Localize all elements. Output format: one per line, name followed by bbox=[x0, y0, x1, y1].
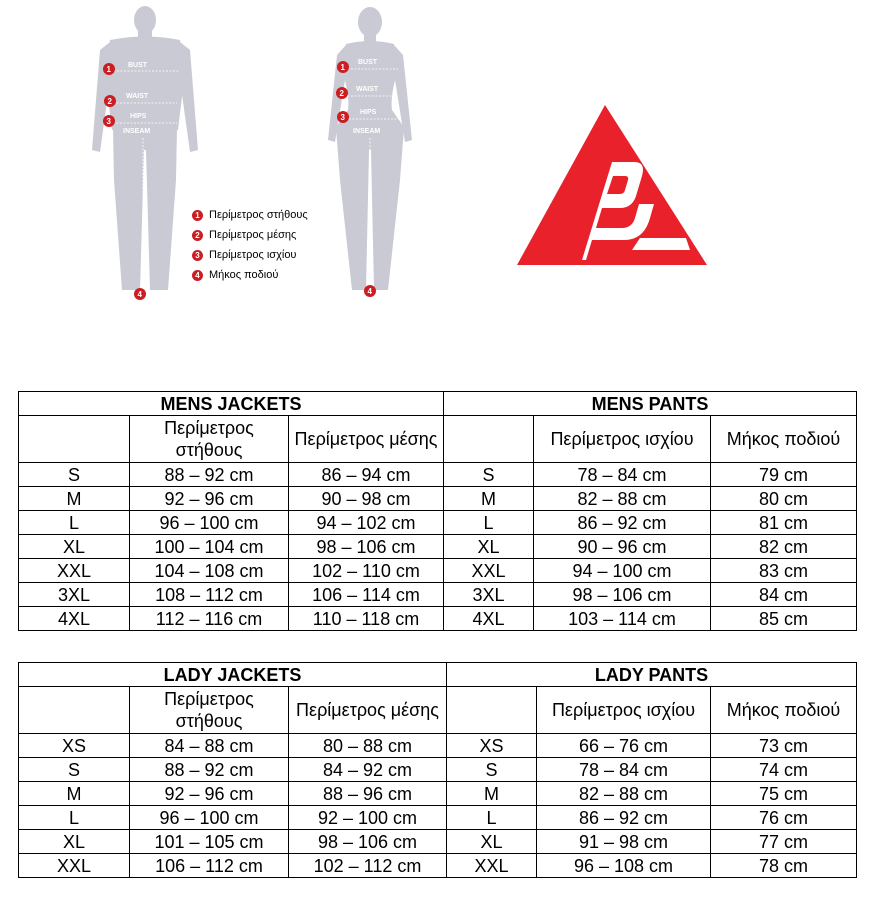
hips-cell: 98 – 106 cm bbox=[534, 583, 711, 607]
size-cell: XXL bbox=[19, 854, 130, 878]
pants-size-cell: L bbox=[447, 806, 537, 830]
size-cell: S bbox=[19, 758, 130, 782]
legend-item bbox=[192, 245, 308, 265]
measurement-legend bbox=[192, 205, 308, 285]
table-row bbox=[19, 734, 857, 758]
pants-size-cell: S bbox=[447, 758, 537, 782]
legend-item bbox=[192, 225, 308, 245]
table-row bbox=[19, 535, 857, 559]
lady-pants-title: LADY PANTS bbox=[447, 663, 857, 687]
empty-header-cell bbox=[19, 416, 130, 463]
hips-cell: 94 – 100 cm bbox=[534, 559, 711, 583]
legend-item bbox=[192, 205, 308, 225]
legend-label: Περίμετρος στήθους bbox=[209, 209, 308, 221]
chest-cell: 108 – 112 cm bbox=[130, 583, 289, 607]
hips-cell: 82 – 88 cm bbox=[534, 487, 711, 511]
leg-cell: 79 cm bbox=[711, 463, 857, 487]
mens-pants-leg-header: Μήκος ποδιού bbox=[711, 416, 857, 463]
legend-number-1: 1 bbox=[192, 210, 203, 221]
hips-cell: 86 – 92 cm bbox=[537, 806, 711, 830]
svg-text:4: 4 bbox=[367, 287, 372, 296]
svg-text:2: 2 bbox=[339, 89, 344, 98]
chest-cell: 100 – 104 cm bbox=[130, 535, 289, 559]
hips-cell: 82 – 88 cm bbox=[537, 782, 711, 806]
hips-cell: 103 – 114 cm bbox=[534, 607, 711, 631]
size-cell: S bbox=[19, 463, 130, 487]
legend-label: Μήκος ποδιού bbox=[209, 269, 279, 281]
chest-cell: 88 – 92 cm bbox=[130, 758, 289, 782]
leg-cell: 82 cm bbox=[711, 535, 857, 559]
hips-cell: 90 – 96 cm bbox=[534, 535, 711, 559]
chest-cell: 92 – 96 cm bbox=[130, 487, 289, 511]
legend-item bbox=[192, 265, 308, 285]
size-cell: XL bbox=[19, 535, 130, 559]
pants-size-cell: XS bbox=[447, 734, 537, 758]
leg-cell: 85 cm bbox=[711, 607, 857, 631]
legend-number-2: 2 bbox=[192, 230, 203, 241]
table-row bbox=[19, 559, 857, 583]
leg-cell: 75 cm bbox=[711, 782, 857, 806]
lady-pants-hips-header: Περίμετρος ισχίου bbox=[537, 687, 711, 734]
waist-cell: 94 – 102 cm bbox=[289, 511, 444, 535]
mens-pants-hips-header: Περίμετρος ισχίου bbox=[534, 416, 711, 463]
lady-jackets-title: LADY JACKETS bbox=[19, 663, 447, 687]
leg-cell: 81 cm bbox=[711, 511, 857, 535]
legend-number-3: 3 bbox=[192, 250, 203, 261]
male-body-figure bbox=[80, 0, 210, 305]
chest-cell: 92 – 96 cm bbox=[130, 782, 289, 806]
chest-cell: 101 – 105 cm bbox=[130, 830, 289, 854]
hips-cell: 66 – 76 cm bbox=[537, 734, 711, 758]
table-row bbox=[19, 806, 857, 830]
legend-label: Περίμετρος ισχίου bbox=[209, 249, 297, 261]
mens-jacket-waist-header: Περίμετρος μέσης bbox=[289, 416, 444, 463]
waist-cell: 80 – 88 cm bbox=[289, 734, 447, 758]
size-cell: M bbox=[19, 487, 130, 511]
waist-cell: 90 – 98 cm bbox=[289, 487, 444, 511]
chest-cell: 106 – 112 cm bbox=[130, 854, 289, 878]
female-body-figure bbox=[310, 0, 440, 305]
ps-triangle-logo bbox=[512, 100, 712, 270]
lady-pants-leg-header: Μήκος ποδιού bbox=[711, 687, 857, 734]
male-inseam-label: INSEAM bbox=[123, 128, 151, 135]
leg-cell: 76 cm bbox=[711, 806, 857, 830]
legend-label: Περίμετρος μέσης bbox=[209, 229, 297, 241]
table-row bbox=[19, 511, 857, 535]
table-row bbox=[19, 830, 857, 854]
mens-pants-title: MENS PANTS bbox=[444, 392, 857, 416]
waist-cell: 92 – 100 cm bbox=[289, 806, 447, 830]
table-row bbox=[19, 758, 857, 782]
pants-size-cell: 3XL bbox=[444, 583, 534, 607]
table-row bbox=[19, 607, 857, 631]
size-cell: L bbox=[19, 511, 130, 535]
svg-text:2: 2 bbox=[107, 97, 112, 106]
waist-cell: 98 – 106 cm bbox=[289, 535, 444, 559]
pants-size-cell: L bbox=[444, 511, 534, 535]
mens-jacket-chest-header: Περίμετρος στήθους bbox=[130, 416, 289, 463]
female-waist-label: WAIST bbox=[356, 86, 379, 93]
male-hips-label: HIPS bbox=[130, 113, 147, 120]
waist-cell: 88 – 96 cm bbox=[289, 782, 447, 806]
chest-cell: 84 – 88 cm bbox=[130, 734, 289, 758]
male-bust-label: BUST bbox=[128, 62, 148, 69]
hips-cell: 86 – 92 cm bbox=[534, 511, 711, 535]
mens-size-table bbox=[18, 391, 857, 631]
chest-cell: 88 – 92 cm bbox=[130, 463, 289, 487]
waist-cell: 110 – 118 cm bbox=[289, 607, 444, 631]
chest-cell: 104 – 108 cm bbox=[130, 559, 289, 583]
table-row bbox=[19, 487, 857, 511]
pants-size-cell: M bbox=[444, 487, 534, 511]
mens-jackets-title: MENS JACKETS bbox=[19, 392, 444, 416]
leg-cell: 80 cm bbox=[711, 487, 857, 511]
pants-size-cell: XL bbox=[447, 830, 537, 854]
pants-size-cell: XXL bbox=[444, 559, 534, 583]
waist-cell: 98 – 106 cm bbox=[289, 830, 447, 854]
size-cell: M bbox=[19, 782, 130, 806]
empty-header-cell bbox=[19, 687, 130, 734]
hips-cell: 96 – 108 cm bbox=[537, 854, 711, 878]
empty-header-cell bbox=[444, 416, 534, 463]
pants-size-cell: XXL bbox=[447, 854, 537, 878]
empty-header-cell bbox=[447, 687, 537, 734]
male-waist-label: WAIST bbox=[126, 93, 149, 100]
leg-cell: 83 cm bbox=[711, 559, 857, 583]
female-inseam-label: INSEAM bbox=[353, 128, 381, 135]
waist-cell: 106 – 114 cm bbox=[289, 583, 444, 607]
leg-cell: 73 cm bbox=[711, 734, 857, 758]
table-row bbox=[19, 854, 857, 878]
table-row bbox=[19, 782, 857, 806]
table-row bbox=[19, 463, 857, 487]
svg-text:3: 3 bbox=[340, 113, 345, 122]
size-cell: XS bbox=[19, 734, 130, 758]
lady-jacket-chest-header: Περίμετρος στήθους bbox=[130, 687, 289, 734]
waist-cell: 84 – 92 cm bbox=[289, 758, 447, 782]
svg-text:1: 1 bbox=[106, 65, 111, 74]
size-cell: 3XL bbox=[19, 583, 130, 607]
size-cell: 4XL bbox=[19, 607, 130, 631]
leg-cell: 84 cm bbox=[711, 583, 857, 607]
pants-size-cell: 4XL bbox=[444, 607, 534, 631]
waist-cell: 102 – 110 cm bbox=[289, 559, 444, 583]
size-cell: XXL bbox=[19, 559, 130, 583]
leg-cell: 78 cm bbox=[711, 854, 857, 878]
lady-jacket-waist-header: Περίμετρος μέσης bbox=[289, 687, 447, 734]
hips-cell: 78 – 84 cm bbox=[537, 758, 711, 782]
pants-size-cell: M bbox=[447, 782, 537, 806]
pants-size-cell: XL bbox=[444, 535, 534, 559]
waist-cell: 102 – 112 cm bbox=[289, 854, 447, 878]
svg-text:1: 1 bbox=[340, 63, 345, 72]
waist-cell: 86 – 94 cm bbox=[289, 463, 444, 487]
leg-cell: 74 cm bbox=[711, 758, 857, 782]
chest-cell: 96 – 100 cm bbox=[130, 806, 289, 830]
hips-cell: 78 – 84 cm bbox=[534, 463, 711, 487]
hips-cell: 91 – 98 cm bbox=[537, 830, 711, 854]
svg-text:3: 3 bbox=[106, 117, 111, 126]
svg-text:4: 4 bbox=[137, 290, 142, 299]
size-cell: XL bbox=[19, 830, 130, 854]
chest-cell: 96 – 100 cm bbox=[130, 511, 289, 535]
size-cell: L bbox=[19, 806, 130, 830]
legend-number-4: 4 bbox=[192, 270, 203, 281]
female-hips-label: HIPS bbox=[360, 109, 377, 116]
chest-cell: 112 – 116 cm bbox=[130, 607, 289, 631]
pants-size-cell: S bbox=[444, 463, 534, 487]
female-bust-label: BUST bbox=[358, 59, 378, 66]
lady-size-table bbox=[18, 662, 857, 878]
table-row bbox=[19, 583, 857, 607]
leg-cell: 77 cm bbox=[711, 830, 857, 854]
